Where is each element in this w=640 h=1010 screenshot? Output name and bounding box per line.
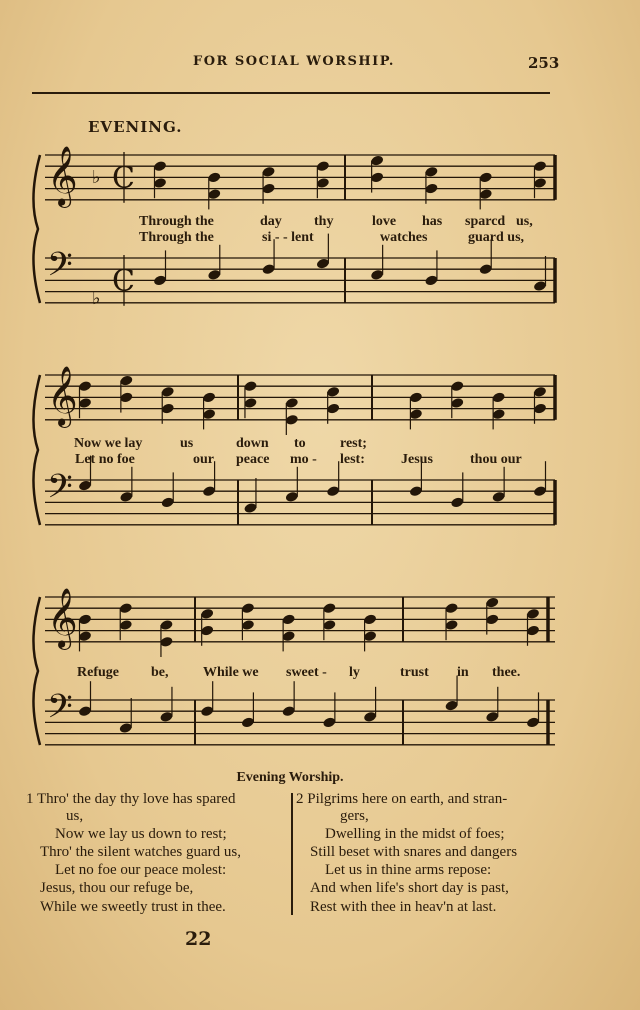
verse-line: gers, xyxy=(340,808,369,824)
hymn-title: Evening Worship. xyxy=(236,770,344,785)
lyric: sparcd xyxy=(465,214,506,229)
lyric: in xyxy=(457,665,469,680)
brace xyxy=(33,155,40,303)
lyric: us xyxy=(180,436,194,451)
time-signature: C xyxy=(112,161,135,196)
bass-clef-icon: 𝄢 xyxy=(47,688,73,734)
verse-line: Let us in thine arms repose: xyxy=(325,862,492,878)
bass-clef-icon: 𝄢 xyxy=(47,468,73,514)
flat-icon: ♭ xyxy=(92,167,101,188)
lyric: peace xyxy=(236,452,270,467)
bass-clef-icon: 𝄢 xyxy=(47,246,73,292)
flat-icon: ♭ xyxy=(92,288,101,309)
verse-line: Jesus, thou our refuge be, xyxy=(40,880,194,896)
lyric: us, xyxy=(516,214,533,229)
verse-line: Dwelling in the midst of foes; xyxy=(325,826,505,842)
lyric: our xyxy=(193,452,214,467)
verse-line: Let no foe our peace molest: xyxy=(55,862,227,878)
treble-clef-icon: 𝄞 xyxy=(47,588,78,648)
verse-line: Thro' the silent watches guard us, xyxy=(40,844,241,860)
lyric: day xyxy=(260,214,282,229)
lyric: Jesus xyxy=(401,452,433,467)
verse-line: Now we lay us down to rest; xyxy=(55,826,227,842)
page-number: 253 xyxy=(528,54,560,72)
lyric: thou our xyxy=(470,452,522,467)
treble-clef-icon: 𝄞 xyxy=(47,366,78,426)
verse-line: 1 Thro' the day thy love has spared xyxy=(26,791,236,807)
running-title: FOR SOCIAL WORSHIP. xyxy=(193,54,395,69)
lyric: While we xyxy=(203,665,259,680)
lyric: guard us, xyxy=(468,230,525,245)
lyric: ly xyxy=(349,665,360,680)
lyric: has xyxy=(422,214,443,229)
tune-title: EVENING. xyxy=(88,118,183,136)
verse-line: Rest with thee in heav'n at last. xyxy=(310,899,497,915)
lyric: Through the xyxy=(139,214,214,229)
brace xyxy=(33,597,40,745)
lyric: mo - xyxy=(290,452,317,467)
verse-line: Still beset with snares and dangers xyxy=(310,844,518,860)
lyric: to xyxy=(294,436,306,451)
lyric: sweet - xyxy=(286,665,327,680)
lyric: love xyxy=(372,214,397,229)
lyric: thy xyxy=(314,214,334,229)
lyric: Refuge xyxy=(77,665,119,680)
lyric: trust xyxy=(400,665,429,680)
time-signature: C xyxy=(112,264,135,299)
lyric: Now we lay xyxy=(74,436,143,451)
lyric: lest: xyxy=(340,452,365,467)
lyric: Through the xyxy=(139,230,214,245)
column-divider xyxy=(291,793,293,915)
lyric: down xyxy=(236,436,269,451)
lyric: rest; xyxy=(340,436,367,451)
lyric: si - - lent xyxy=(262,230,314,245)
verse-line: And when life's short day is past, xyxy=(310,880,509,896)
verse-line: While we sweetly trust in thee. xyxy=(40,899,226,915)
lyric: thee. xyxy=(492,665,521,680)
verse-line: 2 Pilgrims here on earth, and stran- xyxy=(296,791,508,807)
verse-line: us, xyxy=(66,808,84,824)
brace xyxy=(33,375,40,525)
lyric: Let no foe xyxy=(75,452,135,467)
lyric: watches xyxy=(380,230,428,245)
treble-clef-icon: 𝄞 xyxy=(47,146,78,206)
lyric: be, xyxy=(151,665,169,680)
signature-mark: 22 xyxy=(185,928,212,950)
